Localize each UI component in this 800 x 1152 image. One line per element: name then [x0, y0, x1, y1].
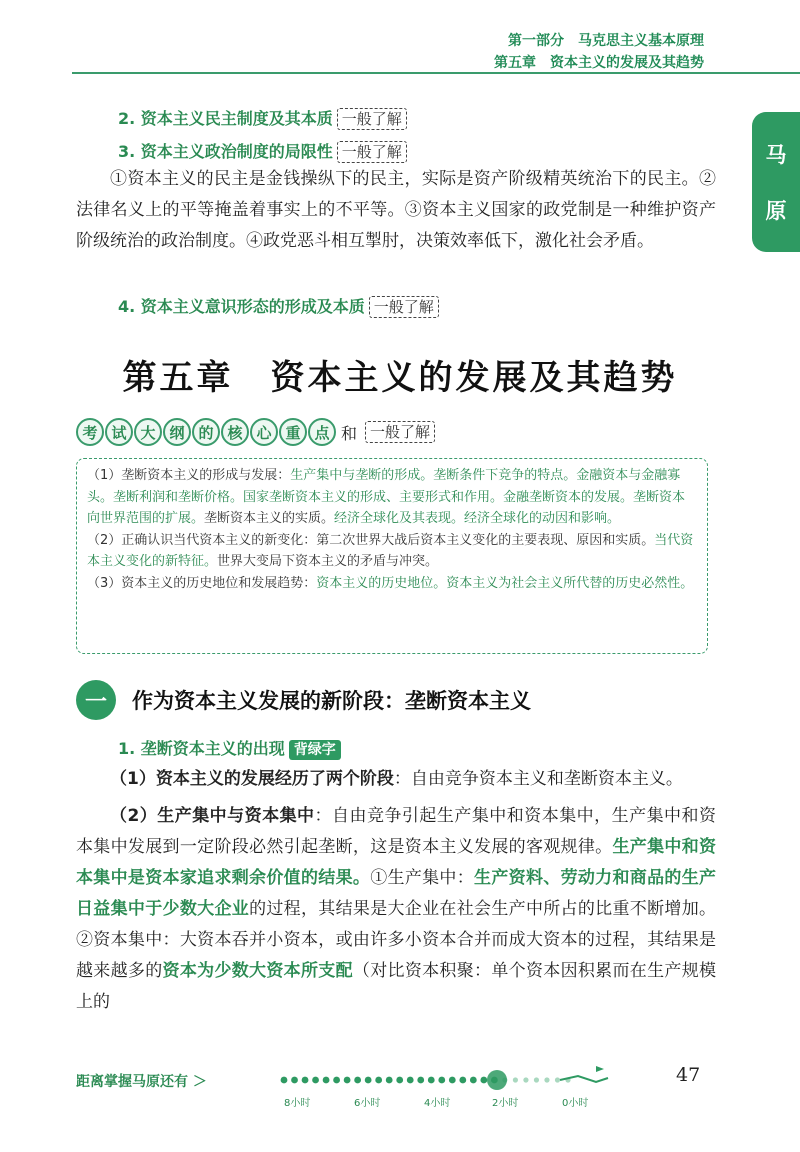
key-point-char: 点: [308, 418, 336, 446]
outline-item-3: [87, 573, 697, 595]
outline-item-1-green-a: 生产集中与垄断的形成。垄断条件下竞争的特点。金融资本与金融寡头。垄断利润和垄断价格。国家垄断资本主义的形成、主要形式和作用。金融垄断资本的发展。垄断资本向世界范围的扩展。: [87, 468, 686, 526]
subheading-monopoly-emergence: [118, 736, 341, 760]
progress-dot: [333, 1077, 340, 1084]
key-points-banner: [76, 418, 435, 446]
key-point-char: 大: [134, 418, 162, 446]
progress-flag-icon: [596, 1066, 604, 1072]
progress-dot: [354, 1077, 361, 1084]
key-point-char: 心: [250, 418, 278, 446]
progress-mark-2: 4小时: [424, 1098, 451, 1109]
outline-item-2: [87, 530, 697, 573]
footer-countdown-label: 距离掌握马原还有 ＞: [76, 1074, 207, 1090]
tag-general-understanding: 一般了解: [365, 421, 435, 443]
outline-item-2-green: 当代资本主义变化的新特征。: [87, 532, 694, 569]
progress-dot: [396, 1077, 403, 1084]
header-chapter-title: 第五章 资本主义的发展及其趋势: [494, 55, 704, 71]
progress-mark-4: 0小时: [562, 1098, 589, 1109]
subheading-3: [118, 139, 407, 163]
tag-general-understanding: 一般了解: [337, 108, 407, 130]
progress-dot: [555, 1077, 560, 1082]
p1-text: ：自由竞争资本主义和垄断资本主义。: [393, 769, 683, 789]
paragraph-concentration: [76, 801, 716, 1018]
progress-current-marker: [487, 1070, 507, 1090]
subheading-2-text: 2. 资本主义民主制度及其本质: [118, 109, 333, 128]
outline-item-1-green-b: 经济全球化及其表现。经济全球化的动因和影响。: [334, 511, 621, 526]
outline-item-2-label: （2）正确认识当代资本主义的新变化：: [87, 532, 317, 548]
p2-green-b: 生产集中和资本集中是资本家追求剩余价值的结果。: [76, 837, 717, 888]
running-header: [494, 30, 704, 74]
progress-dot: [375, 1077, 382, 1084]
progress-dot: [534, 1077, 539, 1082]
progress-dot: [323, 1077, 330, 1084]
study-progress-track: [278, 1066, 618, 1114]
progress-mark-3: 2小时: [492, 1098, 519, 1109]
key-points-conjunction: 和: [341, 423, 358, 443]
progress-dot: [480, 1077, 487, 1084]
section-number-badge: 一: [76, 680, 116, 720]
tag-general-understanding: 一般了解: [337, 141, 407, 163]
progress-dot: [386, 1077, 393, 1084]
progress-dot: [365, 1077, 372, 1084]
p2-green-d: 生产资料、劳动力和商品的生产日益集中于少数大企业: [76, 868, 717, 919]
key-point-char: 核: [221, 418, 249, 446]
p2-label: （2）生产集中与资本集中: [110, 806, 315, 826]
paragraph-text: ①资本主义的民主是金钱操纵下的民主，实际是资产阶级精英统治下的民主。②法律名义上的平等掩盖着事实上的不平等。③资本主义国家的政党制是一种维护资产阶级统治的政治制度。④政党恶斗相互掣肘，决策效率低下，激化社会矛盾。: [76, 169, 716, 251]
progress-dot: [417, 1077, 424, 1084]
subheading-4: [118, 294, 439, 318]
key-point-char: 重: [279, 418, 307, 446]
paragraph-democracy-limits: [76, 164, 716, 257]
p1-label: （1）资本主义的发展经历了两个阶段: [110, 769, 394, 789]
progress-dot: [513, 1077, 518, 1082]
outline-item-1: [87, 465, 697, 530]
outline-item-3-label: （3）资本主义的历史地位和发展趋势：: [87, 575, 317, 591]
progress-mark-1: 6小时: [354, 1098, 381, 1109]
outline-item-1-plain: 垄断资本主义的实质。: [204, 511, 335, 526]
progress-dot: [428, 1077, 435, 1084]
progress-dot: [312, 1077, 319, 1084]
body-text: [76, 764, 716, 1018]
key-point-char: 纲: [163, 418, 191, 446]
key-point-char: 考: [76, 418, 104, 446]
progress-dot: [470, 1077, 477, 1084]
header-part-title: 第一部分 马克思主义基本原理: [508, 33, 704, 49]
key-point-char: 试: [105, 418, 133, 446]
chapter-title: 第五章 资本主义的发展及其趋势: [122, 358, 678, 398]
paragraph-two-stages: [76, 764, 716, 795]
progress-dot: [344, 1077, 351, 1084]
progress-dot: [544, 1077, 549, 1082]
exam-outline-box: [76, 458, 708, 654]
progress-dot: [449, 1077, 456, 1084]
progress-dot: [302, 1077, 309, 1084]
progress-dot: [459, 1077, 466, 1084]
p2-c: ①生产集中：: [370, 868, 475, 888]
progress-mark-0: 8小时: [284, 1098, 311, 1109]
section-heading: [76, 680, 531, 720]
progress-dot: [438, 1077, 445, 1084]
subheading-monopoly-text: 1. 垄断资本主义的出现: [118, 739, 285, 758]
section-title: 作为资本主义发展的新阶段：垄断资本主义: [132, 689, 531, 713]
subheading-3-text: 3. 资本主义政治制度的局限性: [118, 142, 333, 161]
progress-dot: [281, 1077, 288, 1084]
outline-item-3-green: 资本主义的历史地位。资本主义为社会主义所代替的历史必然性。: [316, 575, 694, 591]
outline-item-2-plain-b: 世界大变局下资本主义的矛盾与冲突。: [217, 554, 439, 569]
side-tab-char-1: 马: [765, 143, 787, 167]
page-number: 47: [676, 1064, 701, 1086]
tag-general-understanding: 一般了解: [369, 296, 439, 318]
outline-item-1-label: （1）垄断资本主义的形成与发展：: [87, 468, 291, 483]
side-thumb-tab: [752, 112, 800, 252]
outline-item-2-plain-a: 第二次世界大战后资本主义变化的主要表现、原因和实质。: [316, 532, 655, 548]
progress-dot: [523, 1077, 528, 1082]
progress-dot: [407, 1077, 414, 1084]
progress-dot: [291, 1077, 298, 1084]
key-point-char: 的: [192, 418, 220, 446]
p2-e: 的过程，其结果是大企业在社会生产中所占的比重不断增加。②资本集中：大资本吞并小资本，或由许多小资本合并而成大资本的过程，其结果是越来越多的: [76, 899, 717, 981]
p2-g: （对比资本积聚：单个资本因积累而在生产规模上的: [76, 961, 717, 1012]
side-tab-char-2: 原: [765, 199, 787, 223]
subheading-4-text: 4. 资本主义意识形态的形成及本质: [118, 297, 365, 316]
p2-green-f: 资本为少数大资本所支配: [162, 961, 353, 981]
p2-a: ：自由竞争引起生产集中和资本集中，生产集中和资本集中发展到一定阶段必然引起垄断，这是资本主义发展的客观规律。: [76, 806, 717, 857]
subheading-2: [118, 106, 407, 130]
tag-memorize-green: 背绿字: [289, 740, 341, 760]
header-rule: [72, 72, 800, 74]
